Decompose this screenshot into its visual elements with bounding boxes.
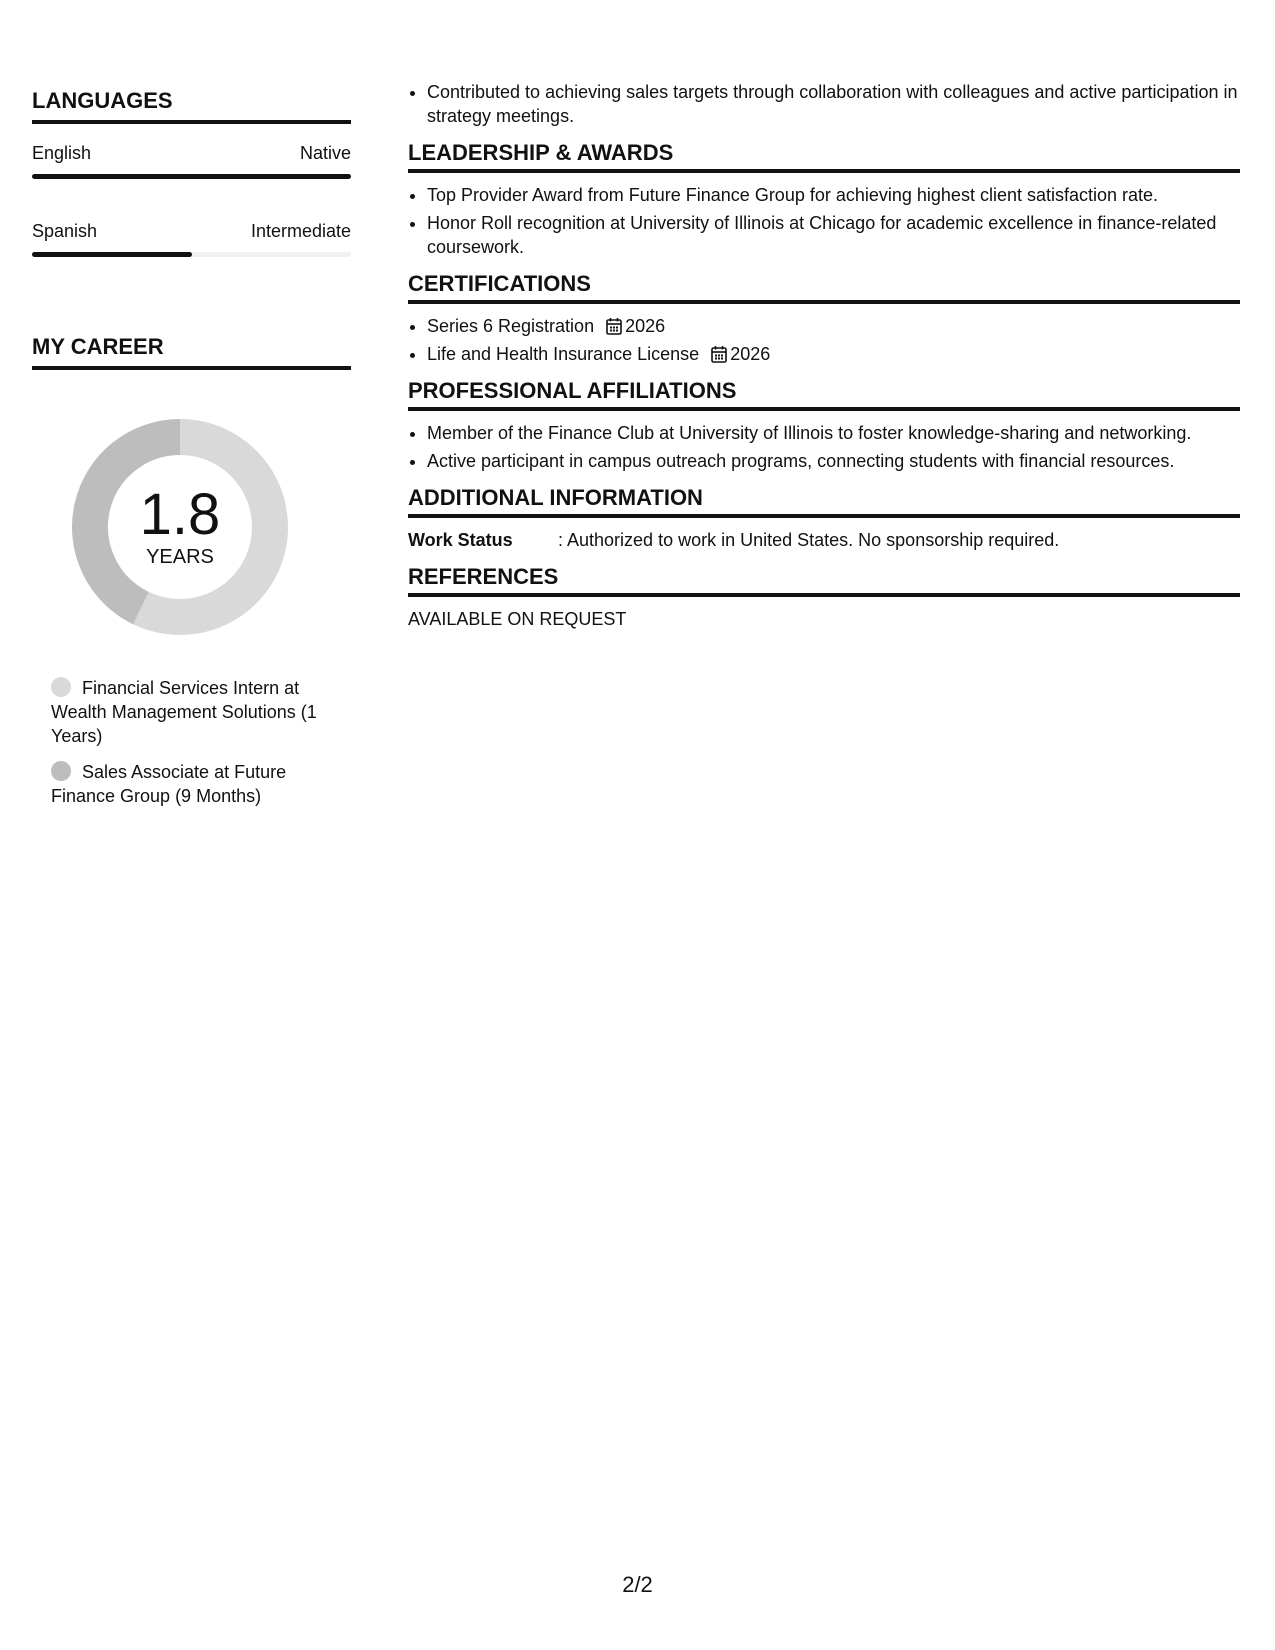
language-level: Native <box>299 143 351 163</box>
language-name: Spanish <box>32 221 98 241</box>
languages-heading: LANGUAGES <box>32 88 351 124</box>
language-item-spanish <box>32 220 351 257</box>
language-proficiency-bar <box>32 252 351 257</box>
certification-name: Life and Health Insurance License <box>427 344 700 364</box>
legend-dot-icon <box>51 761 71 781</box>
work-status-label: Work Status <box>408 530 513 550</box>
language-proficiency-bar <box>32 174 351 179</box>
experience-continued-list <box>408 80 1240 128</box>
certification-item <box>427 342 1240 366</box>
career-legend-label: Financial Services Intern at Wealth Management Solutions (1 Years) <box>51 678 317 746</box>
leadership-list <box>408 183 1240 259</box>
leadership-heading: LEADERSHIP & AWARDS <box>408 140 1240 173</box>
list-item: • Honor Roll recognition at University of Illinois at Chicago for academic excellence in finance-related coursework. <box>427 211 1240 259</box>
calendar-icon <box>711 345 727 363</box>
certification-year: 2026 <box>625 316 666 336</box>
career-heading: MY CAREER <box>32 334 351 370</box>
affiliations-heading: PROFESSIONAL AFFILIATIONS <box>408 378 1240 411</box>
certification-name: Series 6 Registration <box>427 316 595 336</box>
certifications-heading: CERTIFICATIONS <box>408 271 1240 304</box>
career-total-years: 1.8 <box>139 482 221 547</box>
career-legend-item <box>51 760 321 808</box>
legend-dot-icon <box>51 677 71 697</box>
references-heading: REFERENCES <box>408 564 1240 597</box>
list-item: • Contributed to achieving sales targets through collaboration with colleagues and active participation in strategy meetings. <box>427 80 1240 128</box>
work-status-value: : Authorized to work in United States. No sponsorship required. <box>558 530 1060 550</box>
page-number: 2/2 <box>622 1572 653 1597</box>
certification-item <box>427 314 1240 338</box>
list-item: • Member of the Finance Club at University of Illinois to foster knowledge-sharing and networking. <box>427 421 1240 445</box>
career-donut-chart <box>67 414 293 640</box>
list-item: • Active participant in campus outreach programs, connecting students with financial resources. <box>427 449 1240 473</box>
career-legend-label: Sales Associate at Future Finance Group (9 Months) <box>51 762 287 806</box>
language-proficiency-fill <box>32 174 351 179</box>
career-total-unit: YEARS <box>146 546 214 568</box>
career-legend <box>51 676 321 808</box>
additional-info-heading: ADDITIONAL INFORMATION <box>408 485 1240 518</box>
language-proficiency-fill <box>32 252 192 257</box>
list-item: • Top Provider Award from Future Finance Group for achieving highest client satisfaction rate. <box>427 183 1240 207</box>
certifications-list <box>408 314 1240 366</box>
language-name: English <box>32 143 92 163</box>
calendar-icon <box>606 317 622 335</box>
references-text: AVAILABLE ON REQUEST <box>408 609 627 629</box>
affiliations-list <box>408 421 1240 473</box>
career-legend-item <box>51 676 321 748</box>
language-level: Intermediate <box>250 221 351 241</box>
language-item-english <box>32 142 351 179</box>
right-column <box>408 80 1240 631</box>
left-column <box>32 88 351 820</box>
work-status-row <box>408 528 1240 552</box>
certification-year: 2026 <box>730 344 771 364</box>
